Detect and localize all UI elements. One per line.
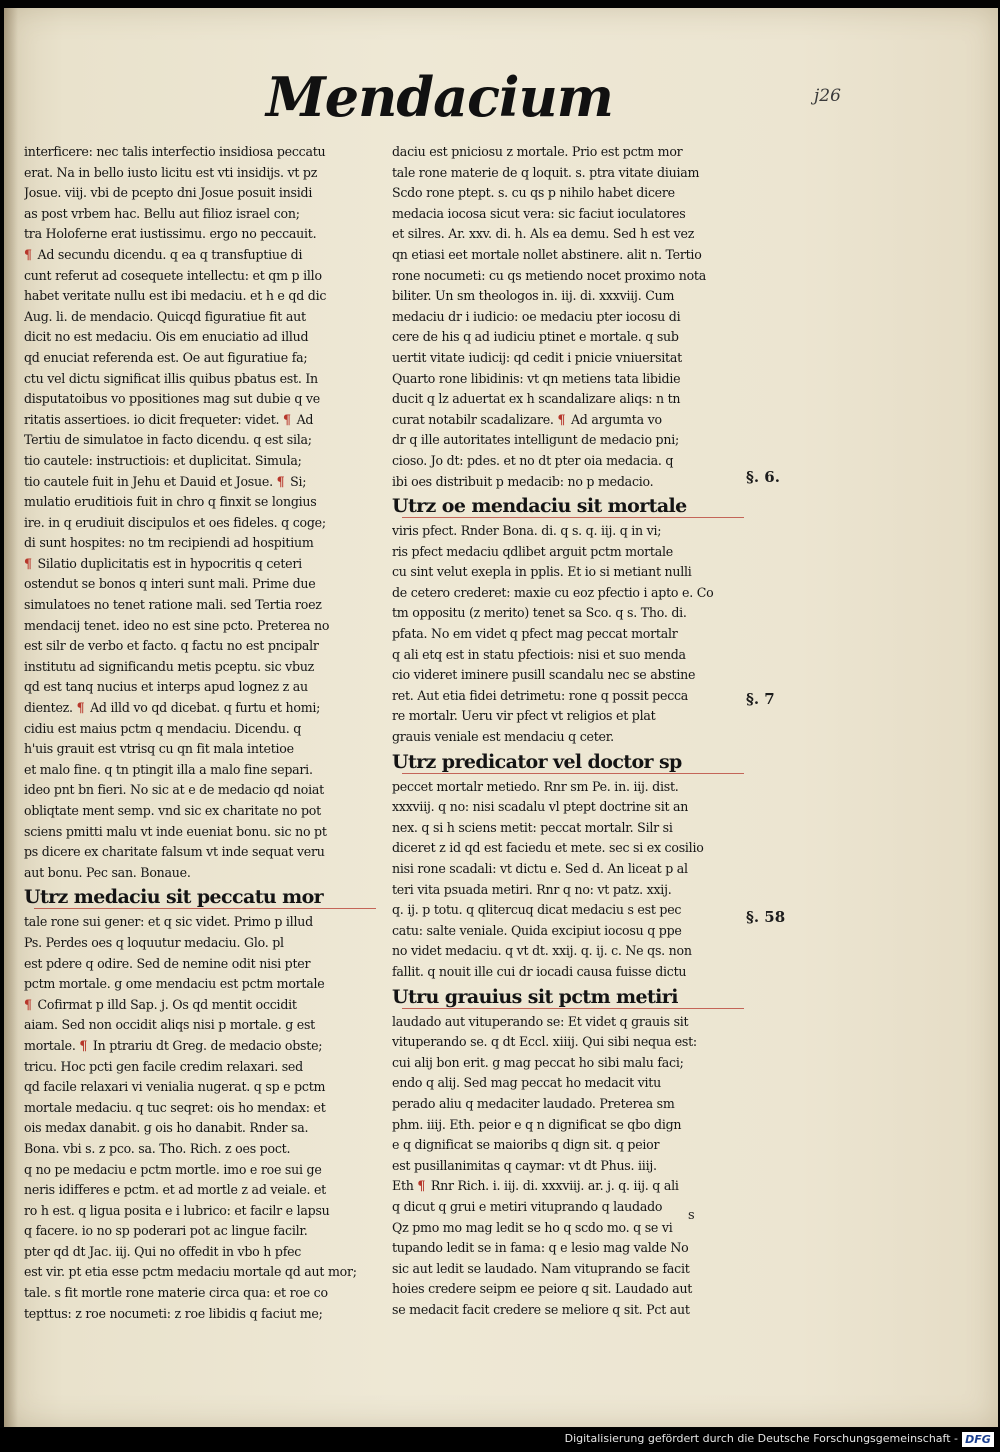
left-text-line: ois medax danabit. g ois ho danabit. Rnder sa. xyxy=(24,1120,309,1136)
left-text-line: tricu. Hoc pcti gen facile credim relaxari. sed xyxy=(24,1058,303,1074)
right-text-line: teri vita psuada metiri. Rnr q no: vt patz. xxij. xyxy=(392,881,672,897)
left-text-line: erat. Na in bello iusto licitu est vti insidijs. vt pz xyxy=(24,164,318,180)
margin-note-7: §. 7 xyxy=(746,690,775,708)
left-text-line: ostendut se bonos q interi sunt mali. Prime due xyxy=(24,576,316,592)
right-text-line: biliter. Un sm theologos in. iij. di. xxxviij. Cum xyxy=(392,288,675,304)
left-text-line: simulatoes no tenet ratione mali. sed Tertia roez xyxy=(24,597,322,613)
right-text-line: medaciu dr i iudicio: oe medaciu pter iocosu di xyxy=(392,308,681,324)
right-text-line: perado aliu q medaciter laudado. Preterea sm xyxy=(392,1095,675,1111)
left-text-line: q facere. io no sp poderari pot ac lingue facilr. xyxy=(24,1223,308,1239)
right-text-line: est pusillanimitas q caymar: vt dt Phus. iiij. xyxy=(392,1157,657,1173)
right-text-line: phm. iiij. Eth. peior e q n dignificat se qbo dign xyxy=(392,1116,682,1132)
paragraph-mark: ¶ xyxy=(283,411,291,427)
right-text-line: laudado aut vituperando se: Et videt q grauis sit xyxy=(392,1013,689,1029)
left-text-line: tio cautele: instructiois: et duplicitat. Simula; xyxy=(24,452,302,468)
left-text-line: aut bonu. Pec san. Bonaue. xyxy=(24,864,191,880)
scanned-page xyxy=(4,8,998,1427)
right-text-line: curat notabilr scadalizare. ¶ Ad argumta vo xyxy=(392,411,662,427)
margin-note-6: §. 6. xyxy=(746,468,780,486)
section-heading: Utrz oe mendaciu sit mortale xyxy=(392,492,744,521)
running-head-text: Mendacium xyxy=(266,65,613,129)
right-text-line: tm oppositu (z merito) tenet sa Sco. q s. Tho. di. xyxy=(392,605,687,621)
left-text-line: est vir. pt etia esse pctm medaciu mortale qd aut mor; xyxy=(24,1264,357,1280)
left-text-line: qd est tanq nucius et interps apud lognez z au xyxy=(24,679,308,695)
right-text-line: rone nocumeti: cu qs metiendo nocet proximo nota xyxy=(392,267,706,283)
right-text-line: endo q alij. Sed mag peccat ho medacit vitu xyxy=(392,1075,661,1091)
right-text-line: re mortalr. Ueru vir pfect vt religios et plat xyxy=(392,708,656,724)
left-text-line: habet veritate nullu est ibi medaciu. et h e qd dic xyxy=(24,288,327,304)
left-text-line: pctm mortale. g ome mendaciu est pctm mortale xyxy=(24,976,325,992)
paragraph-mark: ¶ xyxy=(24,555,32,571)
left-text-line: Ps. Perdes oes q loquutur medaciu. Glo. pl xyxy=(24,934,284,950)
left-text-line: tale. s fit mortle rone materie circa qua: et roe co xyxy=(24,1285,328,1301)
right-text-line: tupando ledit se in fama: q e lesio mag valde No xyxy=(392,1240,689,1256)
right-text-line: ducit q lz aduertat ex h scandalizare aliqs: n tn xyxy=(392,391,681,407)
right-text-line: ret. Aut etia fidei detrimetu: rone q possit pecca xyxy=(392,687,689,703)
left-text-line: neris idifferes e pctm. et ad mortle z ad veiale. et xyxy=(24,1182,326,1198)
right-text-line: no videt medaciu. q vt dt. xxij. q. ij. c. Ne qs. non xyxy=(392,943,692,959)
running-head xyxy=(266,65,613,129)
right-text-line: se medacit facit credere se meliore q sit. Pct aut xyxy=(392,1301,690,1317)
right-text-line: cu sint velut exepla in pplis. Et io si metiant nulli xyxy=(392,564,692,580)
right-text-line: sic aut ledit se laudado. Nam vituprando se facit xyxy=(392,1260,690,1276)
left-text-line: mendacij tenet. ideo no est sine pcto. Preterea no xyxy=(24,617,330,633)
left-text-line: ritatis assertioes. io dicit frequeter: videt. ¶ Ad xyxy=(24,411,314,427)
paragraph-mark: ¶ xyxy=(24,246,32,262)
left-text-line: di sunt hospites: no tm recipiendi ad hospitium xyxy=(24,535,314,551)
left-text-line: mortale. ¶ In ptrariu dt Greg. de medacio obste; xyxy=(24,1037,323,1053)
right-text-line: Quarto rone libidinis: vt qn metiens tata libidie xyxy=(392,370,681,386)
right-text-line: q dicut q grui e metiri vituprando q laudado xyxy=(392,1198,663,1214)
right-text-line: hoies credere seipm ee peiore q sit. Laudado aut xyxy=(392,1281,693,1297)
left-text-line: tepttus: z roe nocumeti: z roe libidis q faciut me; xyxy=(24,1305,323,1321)
left-text-line: tale rone sui gener: et q sic videt. Primo p illud xyxy=(24,914,313,930)
right-text-line: uertit vitate iudicij: qd cedit i pnicie vniuersitat xyxy=(392,349,682,365)
left-text-line: tio cautele fuit in Jehu et Dauid et Josue. ¶ Si; xyxy=(24,473,307,489)
paragraph-mark: ¶ xyxy=(557,411,566,427)
left-text-line: Tertiu de simulatoe in facto dicendu. q est sila; xyxy=(24,432,312,448)
right-text-line: cere de his q ad iudiciu ptinet e mortale. q sub xyxy=(392,329,679,345)
paragraph-mark: ¶ xyxy=(76,700,85,716)
left-text-line: obliqtate ment semp. vnd sic ex charitate no pot xyxy=(24,803,321,818)
right-text-line: e q dignificat se maioribs q dign sit. q peior xyxy=(392,1137,660,1153)
left-text-line: cunt referut ad cosequete intellectu: et qm p illo xyxy=(24,267,322,283)
right-text-line: nex. q si h sciens metit: peccat mortalr. Silr si xyxy=(392,819,673,835)
right-text-line: Eth ¶ Rnr Rich. i. iij. di. xxxviij. ar. j. q. iij. q ali xyxy=(392,1178,679,1194)
right-text-line: ibi oes distribuit p medacib: no p medacio. xyxy=(392,473,654,489)
margin-note-58: §. 58 xyxy=(746,908,786,926)
left-text-line: aiam. Sed non occidit aliqs nisi p mortale. g est xyxy=(24,1017,315,1033)
section-heading: Utru grauius sit pctm metiri xyxy=(392,983,744,1012)
dfg-logo: DFG xyxy=(962,1432,994,1447)
left-text-line: ire. in q erudiuit discipulos et oes fideles. q coge; xyxy=(24,514,326,530)
right-text-line: de cetero crederet: maxie cu eoz pfectio i apto e. Co xyxy=(392,584,714,600)
right-text-line: tale rone materie de q loquit. s. ptra vitate diuiam xyxy=(392,164,700,180)
left-text-line: est silr de verbo et facto. q factu no est pncipalr xyxy=(24,638,319,654)
paragraph-mark: ¶ xyxy=(79,1037,88,1053)
right-text-line: viris pfect. Rnder Bona. di. q s. q. iij. q in vi; xyxy=(392,523,662,539)
left-text-line: ¶ Cofirmat p illd Sap. j. Os qd mentit occidit xyxy=(24,996,297,1012)
footer-bar xyxy=(0,1428,1000,1452)
left-text-line: as post vrbem hac. Bellu aut filioz israel con; xyxy=(24,205,300,221)
left-text-line: institutu ad significandu metis pceptu. sic vbuz xyxy=(24,658,315,674)
left-text-line: mortale medaciu. q tuc seqret: ois ho mendax: et xyxy=(24,1099,326,1115)
left-text-line: ro h est. q ligua posita e i lubrico: et facilr e lapsu xyxy=(24,1202,330,1218)
footer-credit: Digitalisierung gefördert durch die Deutsche Forschungsgemeinschaft - xyxy=(564,1432,958,1445)
right-text-line: medacia iocosa sicut vera: sic faciut ioculatores xyxy=(392,205,686,221)
left-text-line: disputatoibus vo ppositiones mag sut dubie q ve xyxy=(24,391,320,407)
left-text-line: ctu vel dictu significat illis quibus pbatus est. In xyxy=(24,370,318,386)
right-text-line: xxxviij. q no: nisi scadalu vl ptept doctrine sit an xyxy=(392,799,689,815)
left-text-line: q no pe medaciu e pctm mortle. imo e roe sui ge xyxy=(24,1161,322,1177)
left-text-line: ¶ Ad secundu dicendu. q ea q transfuptiue di xyxy=(24,246,303,262)
right-text-line: dr q ille autoritates intelligunt de medacio pni; xyxy=(392,432,679,448)
right-text-line: qn etiasi eet mortale nollet abstinere. alit n. Tertio xyxy=(392,246,702,262)
section-heading: Utrz medaciu sit peccatu mor xyxy=(24,883,376,912)
right-text-line: grauis veniale est mendaciu q ceter. xyxy=(392,729,614,745)
right-text-line: catu: salte veniale. Quida excipiut iocosu q ppe xyxy=(392,922,682,938)
left-text-line: sciens pmitti malu vt inde eueniat bonu. sic no pt xyxy=(24,823,327,839)
right-text-line: nisi rone scadali: vt dictu e. Sed d. An liceat p al xyxy=(392,861,688,876)
left-text-line: dicit no est medaciu. Ois em enuciatio ad illud xyxy=(24,329,309,345)
left-text-line: mulatio eruditiois fuit in chro q finxit se longius xyxy=(24,494,317,510)
right-text-line: et silres. Ar. xxv. di. h. Als ea demu. Sed h est vez xyxy=(392,226,695,242)
right-text-line: q ali etq est in statu pfectiois: nisi et suo menda xyxy=(392,646,686,662)
right-text-line: vituperando se. q dt Eccl. xiiij. Qui sibi nequa est: xyxy=(392,1034,697,1050)
right-text-line: pfata. No em videt q pfect mag peccat mortalr xyxy=(392,626,678,642)
right-text-line: cui alij bon erit. g mag peccat ho sibi malu faci; xyxy=(392,1054,684,1070)
right-text-line: peccet mortalr metiedo. Rnr sm Pe. in. iij. dist. xyxy=(392,778,679,794)
left-text-line: tra Holoferne erat iustissimu. ergo no peccauit. xyxy=(24,226,317,242)
right-text-line: daciu est pniciosu z mortale. Prio est pctm mor xyxy=(392,144,683,159)
left-text-line: qd facile relaxari vi venialia nugerat. q sp e pctm xyxy=(24,1079,326,1095)
left-text-line: h'uis grauit est vtrisq cu qn fit mala intetioe xyxy=(24,741,294,757)
left-text-line: Aug. li. de mendacio. Quicqd figuratiue fit aut xyxy=(24,308,306,324)
folio-number: j26 xyxy=(814,86,841,106)
right-text-line: ris pfect medaciu qdlibet arguit pctm mortale xyxy=(392,543,673,559)
right-column xyxy=(392,142,744,1320)
paragraph-mark: ¶ xyxy=(24,996,32,1012)
left-text-line: ¶ Silatio duplicitatis est in hypocritis q ceteri xyxy=(24,555,302,571)
right-text-line: q. ij. p totu. q qlitercuq dicat medaciu s est pec xyxy=(392,902,682,918)
paragraph-mark: ¶ xyxy=(417,1178,426,1194)
paragraph-mark: ¶ xyxy=(276,473,285,489)
right-text-line: Qz pmo mo mag ledit se ho q scdo mo. q se vi xyxy=(392,1219,673,1235)
left-text-line: ideo pnt bn fieri. No sic at e de medacio qd noiat xyxy=(24,782,324,798)
right-text-line: cio videret iminere pusill scandalu nec se abstine xyxy=(392,667,696,683)
right-text-line: cioso. Jo dt: pdes. et no dt pter oia medacia. q xyxy=(392,452,674,468)
left-text-line: est pdere q odire. Sed de nemine odit nisi pter xyxy=(24,955,311,971)
left-text-line: ps dicere ex charitate falsum vt inde sequat veru xyxy=(24,844,325,860)
left-column xyxy=(24,142,376,1324)
left-text-line: et malo fine. q tn ptingit illa a malo fine separi. xyxy=(24,761,313,777)
left-text-line: dientez. ¶ Ad illd vo qd dicebat. q furtu et homi; xyxy=(24,700,321,716)
right-text-line: diceret z id qd est faciedu et mete. sec si ex cosilio xyxy=(392,840,704,856)
left-text-line: Bona. vbi s. z pco. sa. Tho. Rich. z oes poct. xyxy=(24,1140,291,1156)
signature-mark: s xyxy=(688,1208,695,1223)
right-text-line: Scdo rone ptept. s. cu qs p nihilo habet dicere xyxy=(392,185,675,201)
left-text-line: interficere: nec talis interfectio insidiosa peccatu xyxy=(24,144,326,159)
left-text-line: pter qd dt Jac. iij. Qui no offedit in vbo h pfec xyxy=(24,1243,302,1259)
section-heading: Utrz predicator vel doctor sp xyxy=(392,748,744,777)
left-text-line: qd enuciat referenda est. Oe aut figuratiue fa; xyxy=(24,349,308,365)
right-text-line: fallit. q nouit ille cui dr iocadi causa fuisse dictu xyxy=(392,963,687,979)
left-text-line: Josue. viij. vbi de pcepto dni Josue posuit insidi xyxy=(24,185,313,201)
left-text-line: cidiu est maius pctm q mendaciu. Dicendu. q xyxy=(24,720,302,736)
